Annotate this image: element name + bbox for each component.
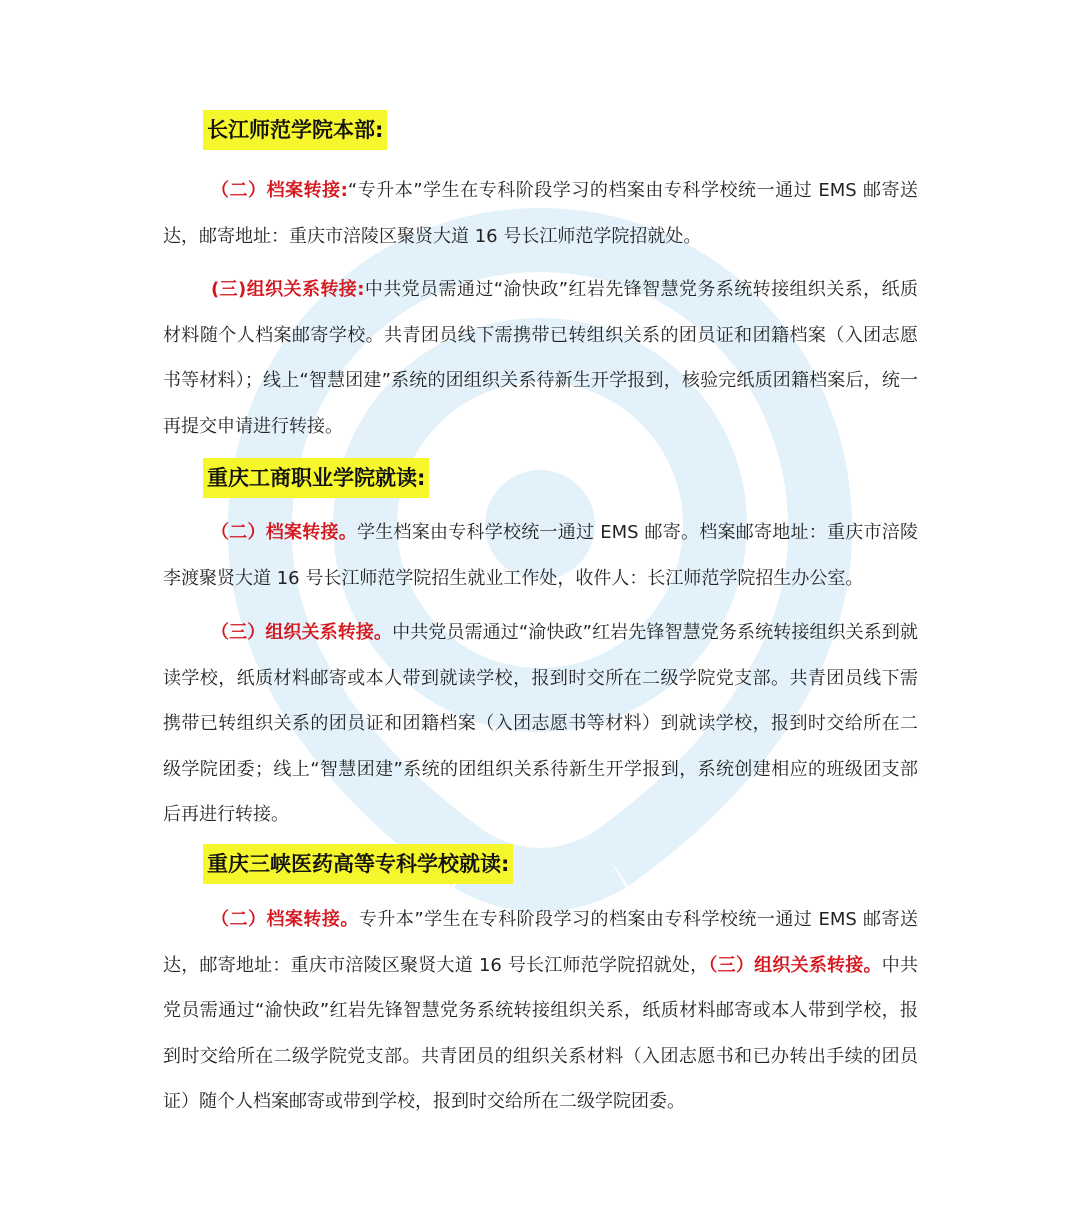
label-archive-transfer: （二）档案转接: bbox=[211, 180, 348, 201]
paragraph-org-transfer-2 bbox=[163, 610, 918, 838]
label-org-transfer: （三）组织关系转接。 bbox=[708, 954, 882, 976]
heading-highlight: 长江师范学院本部: bbox=[203, 110, 387, 150]
paragraph-archive-transfer-2 bbox=[163, 510, 918, 601]
paragraph-org-transfer-1 bbox=[163, 267, 918, 449]
paragraph-text: 学生档案由专科学校统一通过 EMS 邮寄。档案邮寄地址：重庆市涪陵李渡聚贤大道 16 号长江师范学院招生就业工作处，收件人：长江师范学院招生办公室。 bbox=[163, 522, 918, 589]
heading-highlight: 重庆三峡医药高等专科学校就读: bbox=[203, 844, 513, 884]
heading-highlight: 重庆工商职业学院就读: bbox=[203, 458, 429, 498]
section-heading-1 bbox=[201, 108, 393, 154]
label-archive-transfer: （二）档案转接。 bbox=[211, 522, 357, 543]
section-heading-2 bbox=[201, 456, 435, 502]
paragraph-archive-transfer-1 bbox=[163, 168, 918, 259]
label-archive-transfer: （二）档案转接。 bbox=[211, 909, 359, 930]
label-org-transfer: （三）组织关系转接。 bbox=[211, 622, 393, 643]
label-org-transfer: (三)组织关系转接: bbox=[211, 279, 365, 300]
paragraph-archive-and-org-transfer-3 bbox=[163, 897, 918, 1125]
paragraph-text: 中共党员需通过“渝快政”红岩先锋智慧党务系统转接组织关系，纸质材料随个人档案邮寄学校。共青团员线下需携带已转组织关系的团员证和团籍档案（入团志愿书等材料）；线上“智慧团建”系统的团组织关系待新生开学报到，核验完纸质团籍档案后，统一再提交申请进行转接。 bbox=[163, 279, 918, 437]
section-heading-3 bbox=[201, 842, 519, 888]
paragraph-text: 专升本”学生在专科阶段学习的档案由专科学校统一通过 EMS 邮寄送达，邮寄地址：重庆市涪陵区聚贤大道 16 号长江师范学院招就处， bbox=[163, 909, 918, 976]
paragraph-text: “专升本”学生在专科阶段学习的档案由专科学校统一通过 EMS 邮寄送达，邮寄地址：重庆市涪陵区聚贤大道 16 号长江师范学院招就处。 bbox=[163, 180, 919, 247]
paragraph-text: 中共党员需通过“渝快政”红岩先锋智慧党务系统转接组织关系，纸质材料邮寄或本人带到学校，报到时交给所在二级学院党支部。共青团员的组织关系材料（入团志愿书和已办转出手续的团员证）随个人档案邮寄或带到学校，报到时交给所在二级学院团委。 bbox=[163, 954, 919, 1112]
paragraph-text: 中共党员需通过“渝快政”红岩先锋智慧党务系统转接组织关系到就读学校，纸质材料邮寄或本人带到就读学校，报到时交所在二级学院党支部。共青团员线下需携带已转组织关系的团员证和团籍档案（入团志愿书等材料）到就读学校，报到时交给所在二级学院团委；线上“智慧团建”系统的团组织关系待新生开学报到，系统创建相应的班级团支部后再进行转接。 bbox=[163, 622, 919, 825]
